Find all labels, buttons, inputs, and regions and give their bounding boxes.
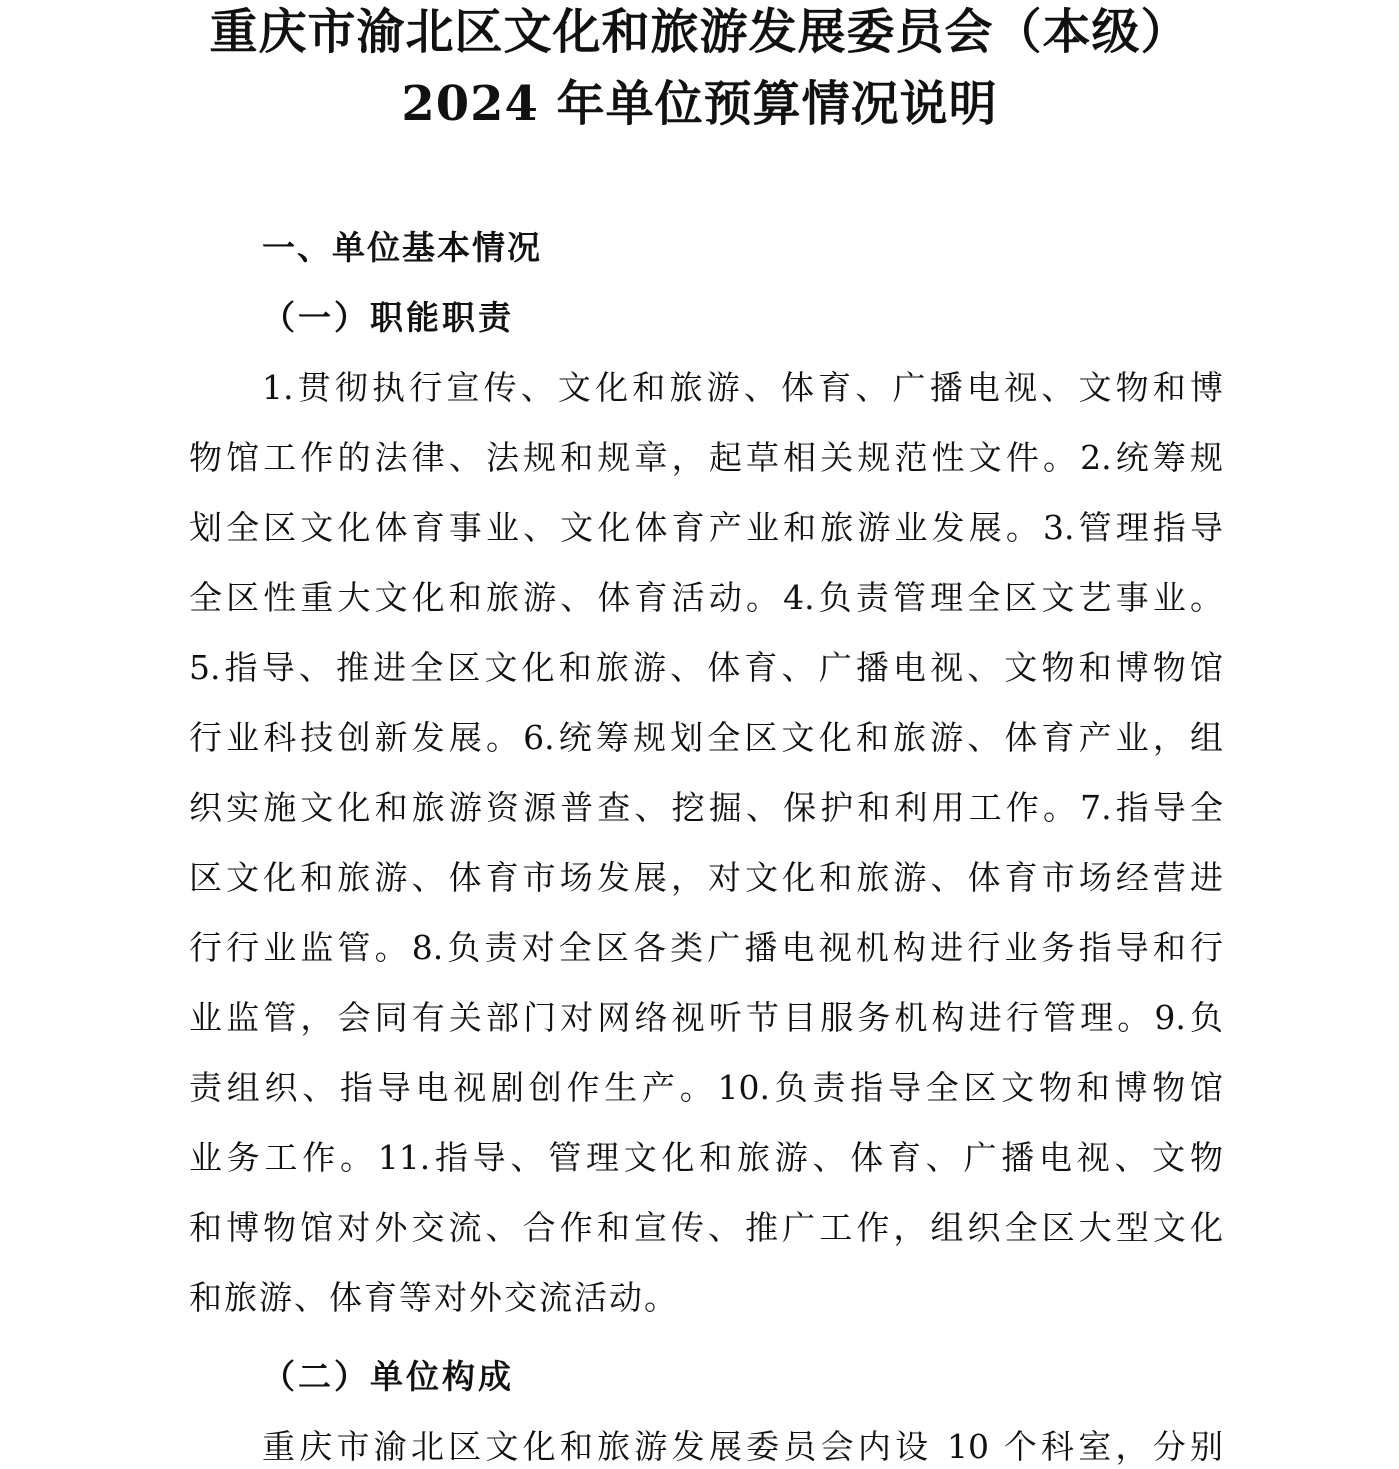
functions-paragraph-line: 5.指导、推进全区文化和旅游、体育、广播电视、文物和博物馆 (189, 648, 1223, 687)
subsection-heading-functions: （一）职能职责 (262, 298, 514, 337)
functions-paragraph-line: 行行业监管。8.负责对全区各类广播电视机构进行业务指导和行 (189, 928, 1223, 967)
document-title-line-1: 重庆市渝北区文化和旅游发展委员会（本级） (209, 4, 1190, 60)
functions-paragraph-line: 1.贯彻执行宣传、文化和旅游、体育、广播电视、文物和博 (262, 368, 1223, 407)
functions-paragraph-line: 全区性重大文化和旅游、体育活动。4.负责管理全区文艺事业。 (189, 578, 1223, 617)
functions-paragraph-line: 业务工作。11.指导、管理文化和旅游、体育、广播电视、文物 (189, 1138, 1223, 1177)
functions-paragraph-line: 织实施文化和旅游资源普查、挖掘、保护和利用工作。7.指导全 (189, 788, 1223, 827)
functions-paragraph-line: 行业科技创新发展。6.统筹规划全区文化和旅游、体育产业，组 (189, 718, 1223, 757)
functions-paragraph-line: 和博物馆对外交流、合作和宣传、推广工作，组织全区大型文化 (189, 1208, 1223, 1247)
composition-paragraph-line: 重庆市渝北区文化和旅游发展委员会内设 10 个科室，分别 (262, 1427, 1223, 1466)
functions-paragraph-line: 和旅游、体育等对外交流活动。 (189, 1278, 679, 1317)
functions-paragraph-line: 责组织、指导电视剧创作生产。10.负责指导全区文物和博物馆 (189, 1068, 1223, 1107)
document-title-line-2: 2024 年单位预算情况说明 (401, 76, 998, 132)
functions-paragraph-line: 物馆工作的法律、法规和规章，起草相关规范性文件。2.统筹规 (189, 438, 1223, 477)
subsection-heading-composition: （二）单位构成 (262, 1357, 514, 1396)
functions-paragraph-line: 划全区文化体育事业、文化体育产业和旅游业发展。3.管理指导 (189, 508, 1223, 547)
functions-paragraph-line: 区文化和旅游、体育市场发展，对文化和旅游、体育市场经营进 (189, 858, 1223, 897)
section-heading-basic-info: 一、单位基本情况 (262, 228, 542, 267)
functions-paragraph-line: 业监管，会同有关部门对网络视听节目服务机构进行管理。9.负 (189, 998, 1223, 1037)
